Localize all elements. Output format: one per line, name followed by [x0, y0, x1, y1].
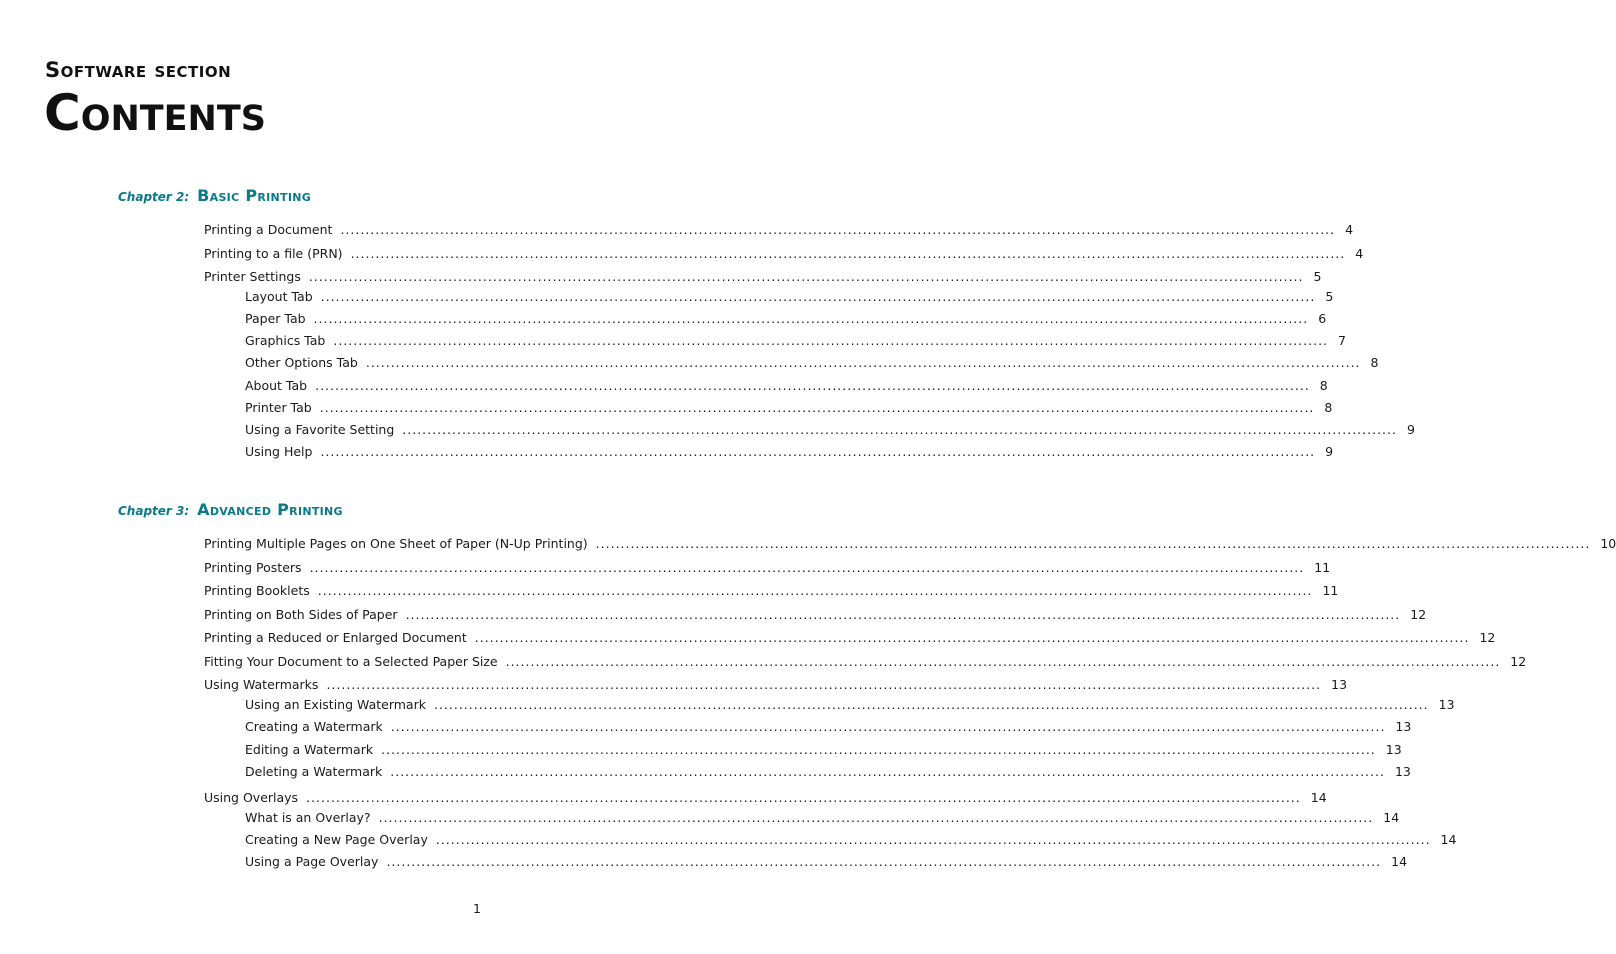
toc-entry-label: Using Help: [245, 444, 313, 459]
toc-entry[interactable]: [245, 444, 1334, 460]
dot-leader: ........................................................................................................................................................................................................: [405, 607, 1401, 622]
toc-entry-page: 4: [1345, 222, 1354, 237]
toc-entry-page: 9: [1406, 422, 1415, 437]
toc-entry-page: 11: [1322, 583, 1339, 598]
chapter-heading: [118, 186, 311, 205]
toc-entry[interactable]: [245, 810, 1400, 826]
page-number: 1: [473, 901, 481, 916]
toc-entry[interactable]: [204, 790, 1327, 806]
dot-leader: ........................................................................................................................................................................................................: [326, 677, 1322, 692]
toc-entry-page: 10: [1600, 536, 1616, 551]
toc-entry-page: 14: [1383, 810, 1400, 825]
toc-entry-label: Using a Favorite Setting: [245, 422, 395, 437]
toc-entry-page: 8: [1324, 400, 1333, 415]
dot-leader: ........................................................................................................................................................................................................: [365, 355, 1361, 370]
toc-entry[interactable]: [245, 832, 1457, 848]
toc-entry[interactable]: [204, 269, 1322, 285]
toc-entry-page: 13: [1395, 719, 1412, 734]
toc-entry-label: Paper Tab: [245, 311, 306, 326]
toc-entry-label: Layout Tab: [245, 289, 313, 304]
toc-entry-label: Printing Posters: [204, 560, 302, 575]
toc-entry[interactable]: [204, 607, 1427, 623]
dot-leader: ........................................................................................................................................................................................................: [313, 311, 1309, 326]
toc-entry[interactable]: [204, 222, 1354, 238]
toc-entry-label: Using a Page Overlay: [245, 854, 379, 869]
dot-leader: ........................................................................................................................................................................................................: [308, 269, 1304, 284]
toc-entry[interactable]: [204, 246, 1364, 262]
toc-entry-label: Printer Settings: [204, 269, 301, 284]
toc-entry-page: 11: [1314, 560, 1331, 575]
toc-entry-page: 9: [1325, 444, 1334, 459]
dot-leader: ........................................................................................................................................................................................................: [378, 810, 1374, 825]
toc-entry-label: Fitting Your Document to a Selected Paper Size: [204, 654, 498, 669]
dot-leader: ........................................................................................................................................................................................................: [315, 378, 1310, 393]
toc-entry-label: Printing a Reduced or Enlarged Document: [204, 630, 467, 645]
dot-leader: ........................................................................................................................................................................................................: [595, 536, 1591, 551]
toc-entry-label: Creating a Watermark: [245, 719, 383, 734]
toc-entry-page: 13: [1385, 742, 1402, 757]
toc-entry[interactable]: [245, 333, 1346, 349]
dot-leader: ........................................................................................................................................................................................................: [505, 654, 1501, 669]
chapter-title: Basic Printing: [197, 186, 312, 205]
toc-entry-page: 14: [1310, 790, 1327, 805]
dot-leader: ........................................................................................................................................................................................................: [402, 422, 1397, 437]
toc-entry[interactable]: [204, 654, 1527, 670]
toc-entry[interactable]: [204, 677, 1348, 693]
dot-leader: ........................................................................................................................................................................................................: [320, 444, 1316, 459]
toc-entry[interactable]: [204, 536, 1616, 552]
dot-leader: ........................................................................................................................................................................................................: [317, 583, 1313, 598]
dot-leader: ........................................................................................................................................................................................................: [306, 790, 1301, 805]
toc-entry-page: 6: [1318, 311, 1327, 326]
toc-entry[interactable]: [245, 422, 1415, 438]
dot-leader: ........................................................................................................................................................................................................: [333, 333, 1329, 348]
dot-leader: ........................................................................................................................................................................................................: [381, 742, 1376, 757]
toc-entry[interactable]: [245, 854, 1408, 870]
toc-entry-label: What is an Overlay?: [245, 810, 371, 825]
toc-entry[interactable]: [204, 583, 1339, 599]
toc-entry-page: 8: [1319, 378, 1328, 393]
dot-leader: ........................................................................................................................................................................................................: [320, 289, 1316, 304]
contents-title: Contents: [44, 84, 266, 142]
section-title: Software section: [45, 58, 232, 82]
toc-entry[interactable]: [245, 378, 1328, 394]
chapter-number: Chapter 2:: [118, 190, 190, 204]
toc-entry-label: Using Watermarks: [204, 677, 319, 692]
toc-entry-label: Printer Tab: [245, 400, 312, 415]
toc-entry[interactable]: [245, 742, 1402, 758]
toc-entry-label: Printing Booklets: [204, 583, 310, 598]
toc-entry[interactable]: [204, 630, 1496, 646]
toc-entry-page: 13: [1438, 697, 1455, 712]
toc-entry-page: 5: [1325, 289, 1334, 304]
toc-entry-page: 12: [1410, 607, 1427, 622]
toc-entry-label: Deleting a Watermark: [245, 764, 383, 779]
toc-entry[interactable]: [245, 355, 1379, 371]
dot-leader: ........................................................................................................................................................................................................: [435, 832, 1431, 847]
dot-leader: ........................................................................................................................................................................................................: [350, 246, 1346, 261]
toc-entry[interactable]: [245, 311, 1327, 327]
chapter-number: Chapter 3:: [118, 504, 190, 518]
toc-entry-label: Using an Existing Watermark: [245, 697, 426, 712]
toc-entry[interactable]: [245, 400, 1333, 416]
toc-entry[interactable]: [204, 560, 1331, 576]
toc-entry[interactable]: [245, 764, 1411, 780]
dot-leader: ........................................................................................................................................................................................................: [474, 630, 1470, 645]
toc-entry-page: 14: [1391, 854, 1408, 869]
toc-entry-label: Printing on Both Sides of Paper: [204, 607, 398, 622]
toc-entry-label: Printing Multiple Pages on One Sheet of Paper (N-Up Printing): [204, 536, 588, 551]
dot-leader: ........................................................................................................................................................................................................: [319, 400, 1315, 415]
toc-entry-page: 13: [1394, 764, 1411, 779]
toc-entry-label: Editing a Watermark: [245, 742, 374, 757]
toc-entry-page: 4: [1355, 246, 1364, 261]
dot-leader: ........................................................................................................................................................................................................: [386, 854, 1382, 869]
dot-leader: ........................................................................................................................................................................................................: [309, 560, 1305, 575]
toc-entry-label: Other Options Tab: [245, 355, 358, 370]
toc-entry[interactable]: [245, 719, 1412, 735]
toc-entry[interactable]: [245, 289, 1334, 305]
toc-entry-label: Printing to a file (PRN): [204, 246, 343, 261]
toc-entry-page: 5: [1313, 269, 1322, 284]
dot-leader: ........................................................................................................................................................................................................: [390, 764, 1385, 779]
chapter-title: Advanced Printing: [197, 500, 343, 519]
dot-leader: ........................................................................................................................................................................................................: [433, 697, 1429, 712]
toc-entry-page: 12: [1479, 630, 1496, 645]
dot-leader: ........................................................................................................................................................................................................: [340, 222, 1336, 237]
toc-entry-label: Creating a New Page Overlay: [245, 832, 428, 847]
toc-entry-label: Graphics Tab: [245, 333, 326, 348]
toc-entry-page: 13: [1331, 677, 1348, 692]
toc-entry-label: Printing a Document: [204, 222, 333, 237]
toc-entry-page: 7: [1338, 333, 1346, 348]
toc-entry-page: 8: [1370, 355, 1379, 370]
toc-entry-page: 12: [1510, 654, 1527, 669]
toc-entry-page: 14: [1440, 832, 1457, 847]
dot-leader: ........................................................................................................................................................................................................: [390, 719, 1386, 734]
toc-entry-label: Using Overlays: [204, 790, 299, 805]
chapter-heading: [118, 500, 343, 519]
toc-entry-label: About Tab: [245, 378, 308, 393]
toc-entry[interactable]: [245, 697, 1455, 713]
